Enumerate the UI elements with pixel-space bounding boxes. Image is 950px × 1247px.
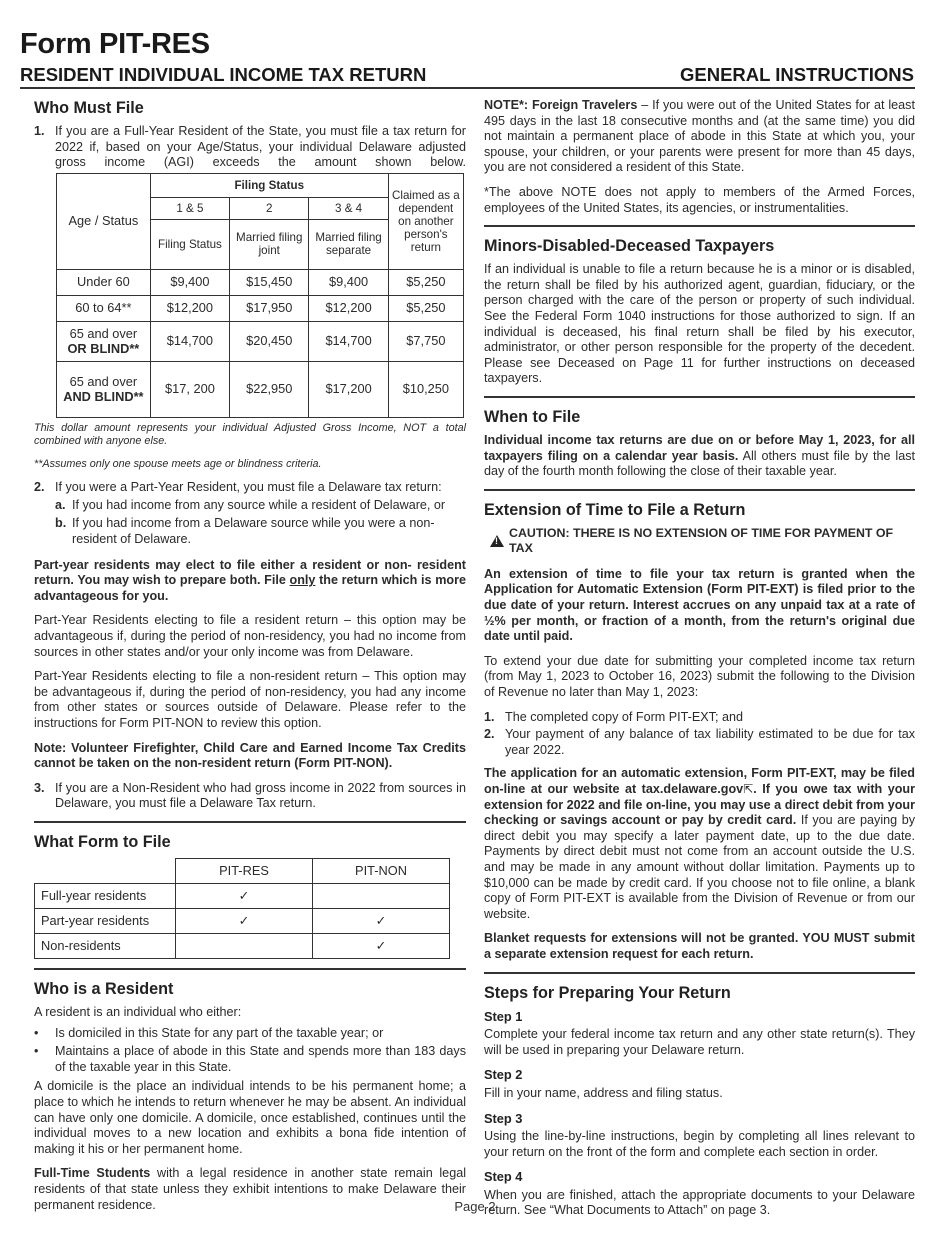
warning-icon xyxy=(490,535,504,547)
pit-res-header: PIT-RES xyxy=(176,858,313,883)
section-rule xyxy=(34,968,466,970)
row-cell: $22,950 xyxy=(230,361,309,417)
table-row xyxy=(35,933,450,958)
step-text: Fill in your name, address and filing status. xyxy=(484,1085,723,1100)
row-label: Under 60 xyxy=(57,269,151,295)
part-year-resident-option: Part-Year Residents electing to file a resident return – this option may be advantageous if, during the period of non-residency, you had no income from sources in other states and/or your only income was from Delaware. xyxy=(34,613,466,659)
who-resident-heading: Who is a Resident xyxy=(34,979,174,998)
table-row xyxy=(35,908,450,933)
section-title: GENERAL INSTRUCTIONS xyxy=(679,64,914,85)
row-cell xyxy=(176,933,313,958)
online-extension-text: The application for an automatic extension, Form PIT-EXT, may be filed on-line at our website at tax.delaware.gov⇱. If you owe tax with your extension for 2022 and file on-line, you may use a direct debit from your checking or savings account or pay by credit card. If you are paying by direct debit you may specify a later payment date, up to the due date. Payments by direct debit must not come from an account outside the U.S. and may be made in any amount without dollar limitation. Payments up to $10,000 can be made by credit card. If you choose not to file online, a blank copy of Form PIT-EXT is available from the Division of Revenue or from our website. xyxy=(484,766,915,921)
caution-banner xyxy=(484,526,915,557)
age-status-header: Age / Status xyxy=(57,173,151,269)
item-number: 1. xyxy=(484,709,495,724)
list-item xyxy=(34,1026,466,1042)
right-column xyxy=(484,98,915,1228)
check-icon: ✓ xyxy=(313,933,450,958)
row-cell: $5,250 xyxy=(388,295,463,321)
agi-note: This dollar amount represents your individual Adjusted Gross Income, NOT a total combined with anyone else. xyxy=(34,421,466,448)
armed-forces-note: *The above NOTE does not apply to members of the Armed Forces, employees of the United States, its agencies, or instrumentalities. xyxy=(484,184,915,215)
age-note: **Assumes only one spouse meets age or blindness criteria. xyxy=(34,457,322,470)
when-file-text: Individual income tax returns are due on or before May 1, 2023, for all taxpayers filing on a calendar year basis. All others must file by the last day of the fourth month following the close of their taxable year. xyxy=(484,432,915,479)
section-rule xyxy=(484,396,915,398)
row-label: Full-year residents xyxy=(35,883,176,908)
check-icon: ✓ xyxy=(176,908,313,933)
row-cell: $5,250 xyxy=(388,269,463,295)
table-row xyxy=(35,883,450,908)
table-row xyxy=(57,361,464,417)
row-cell: $9,400 xyxy=(309,269,388,295)
row-cell: $17,200 xyxy=(309,361,388,417)
item-2a xyxy=(55,498,466,514)
item-number: 1. xyxy=(34,124,45,138)
col-label-1: Filing Status xyxy=(150,219,229,269)
extension-instructions: To extend your due date for submitting your completed income tax return (from May 1, 2023 to October 16, 2023) submit the following to the Division of Revenue no later than May 1, 2023: xyxy=(484,653,915,700)
row-cell: $14,700 xyxy=(309,321,388,361)
what-form-table xyxy=(34,858,450,959)
row-label: Part-year residents xyxy=(35,908,176,933)
row-label: 65 and over OR BLIND** xyxy=(57,321,151,361)
step-text: Using the line-by-line instructions, begin by completing all lines relevant to your return on the front of the form and complete each section in order. xyxy=(484,1129,915,1159)
form-subtitle: RESIDENT INDIVIDUAL INCOME TAX RETURN xyxy=(20,64,427,85)
extension-item-2 xyxy=(484,727,915,758)
cursor-icon: ⇱ xyxy=(743,782,754,796)
who-must-file-item-3 xyxy=(34,781,466,812)
row-cell: $9,400 xyxy=(150,269,229,295)
item-number: 3. xyxy=(34,780,45,795)
extension-heading: Extension of Time to File a Return xyxy=(484,500,746,519)
blank-cell xyxy=(35,858,176,883)
agi-threshold-table xyxy=(56,173,464,418)
row-cell: $12,200 xyxy=(309,295,388,321)
col-code-2: 2 xyxy=(230,197,309,219)
col-label-2: Married filing joint xyxy=(230,219,309,269)
section-rule xyxy=(484,225,915,227)
students-text: Full-Time Students with a legal residence in another state remain legal residents of that state unless they exhibit intentions to make Delaware their permanent residence. xyxy=(34,1166,466,1212)
extension-granted-text: An extension of time to file your tax return is granted when the Application for Automatic Extension (Form PIT-EXT) is filed prior to the due date of your return. Interest accrues on any unpaid tax at a rate of ½% per month, or fraction of a month, from the return's original due date until paid. xyxy=(484,566,915,644)
item-text: Your payment of any balance of tax liability estimated to be due for tax year 2022. xyxy=(505,727,915,757)
minors-text: If an individual is unable to file a return because he is a minor or is disabled, the return shall be filed by his authorized agent, guardian, fiduciary, or the person charged with the care of the person or property of such individual. See the Federal Form 1040 instructions for those authorized to sign. If an individual is deceased, his final return shall be filed by his executor, administrator, or other person responsible for the property of the decedent. Please see Deceased on Page 11 for further instructions on deceased taxpayers. xyxy=(484,262,915,386)
step-title: Step 3 xyxy=(484,1110,523,1126)
filing-status-header: Filing Status xyxy=(150,173,388,197)
step-title: Step 2 xyxy=(484,1067,523,1083)
foreign-travelers-note: NOTE*: Foreign Travelers – If you were out of the United States for at least 495 days in the last 18 consecutive months and (at the same time) you did not maintain a permanent place of abode in this State at which you, your spouse, your children, or your parents were present for more than 45 days, you are not considered a resident of this State. xyxy=(484,98,915,175)
item-number: 2. xyxy=(484,727,495,742)
extension-item-1 xyxy=(484,710,915,726)
minors-heading: Minors-Disabled-Deceased Taxpayers xyxy=(484,237,775,256)
col-label-3: Married filing separate xyxy=(309,219,388,269)
left-column xyxy=(34,98,466,1222)
step-title: Step 1 xyxy=(484,1008,523,1024)
item-number: 2. xyxy=(34,480,45,495)
step-text: When you are finished, attach the appropriate documents to your Delaware return. See “What Documents to Attach” on page 3. xyxy=(484,1187,915,1218)
row-cell: $17,950 xyxy=(230,295,309,321)
what-form-heading: What Form to File xyxy=(34,832,171,851)
row-cell: $20,450 xyxy=(230,321,309,361)
table-row xyxy=(57,321,464,361)
form-title: Form PIT-RES xyxy=(20,28,210,60)
row-cell: $15,450 xyxy=(230,269,309,295)
steps-heading: Steps for Preparing Your Return xyxy=(484,983,731,1002)
website-link[interactable]: tax.delaware.gov xyxy=(641,782,744,796)
item-letter: a. xyxy=(55,497,66,512)
item-text: The completed copy of Form PIT-EXT; and xyxy=(505,709,743,724)
row-cell: $12,200 xyxy=(150,295,229,321)
who-must-file-item-2 xyxy=(34,480,466,496)
item-text: Maintains a place of abode in this State and spends more than 183 days of the taxable year in this State. xyxy=(55,1044,466,1074)
row-label: 60 to 64** xyxy=(57,295,151,321)
step-title: Step 4 xyxy=(484,1169,523,1185)
who-must-file-item-1 xyxy=(34,124,466,171)
check-icon: ✓ xyxy=(313,908,450,933)
who-must-file-heading: Who Must File xyxy=(34,99,144,117)
item-text: If you were a Part-Year Resident, you must file a Delaware tax return: xyxy=(55,480,442,495)
section-rule xyxy=(34,821,466,823)
item-text: If you are a Non-Resident who had gross income in 2022 from sources in Delaware, you must file a Delaware Tax return. xyxy=(55,780,466,811)
col-code-1: 1 & 5 xyxy=(150,197,229,219)
part-year-nonresident-option: Part-Year Residents electing to file a non-resident return – This option may be advantageous if, during the period of non-residency, you had any income from other states or sources outside of Delaware. Please refer to the instructions for Form PIT-NON to review this option. xyxy=(34,669,466,730)
check-icon: ✓ xyxy=(176,883,313,908)
bullet-icon: • xyxy=(34,1044,39,1059)
header-rule xyxy=(20,87,915,89)
item-text: If you had income from any source while a resident of Delaware, or xyxy=(72,497,446,512)
caution-text: CAUTION: THERE IS NO EXTENSION OF TIME FOR PAYMENT OF TAX xyxy=(509,525,894,556)
step-text: Complete your federal income tax return and any other state return(s). They will be used in preparing your Delaware return. xyxy=(484,1027,915,1057)
row-cell: $14,700 xyxy=(150,321,229,361)
item-letter: b. xyxy=(55,516,67,531)
credits-note: Note: Volunteer Firefighter, Child Care and Earned Income Tax Credits cannot be taken on the non-resident return (Form PIT-NON). xyxy=(34,740,466,771)
table-row xyxy=(57,269,464,295)
claimed-dependent-header: Claimed as a dependent on another person's return xyxy=(388,173,463,269)
part-year-election: Part-year residents may elect to file either a resident or non- resident return. You may wish to prepare both. File only the return which is more advantageous for you. xyxy=(34,557,466,603)
row-cell xyxy=(313,883,450,908)
bullet-icon: • xyxy=(34,1025,39,1040)
row-cell: $7,750 xyxy=(388,321,463,361)
item-2b xyxy=(55,516,466,547)
section-rule xyxy=(484,972,915,974)
row-label: 65 and over AND BLIND** xyxy=(57,361,151,417)
row-cell: $10,250 xyxy=(388,361,463,417)
item-text: If you are a Full-Year Resident of the State, you must file a tax return for 2022 if, based on your Age/Status, your individual Delaware adjusted gross income (AGI) exceeds the amount shown below. xyxy=(55,124,466,170)
page-number: Page 2 xyxy=(454,1199,496,1214)
blanket-requests-text: Blanket requests for extensions will not be granted. YOU MUST submit a separate extension request for each return. xyxy=(484,931,915,961)
section-rule xyxy=(484,489,915,491)
item-text: Is domiciled in this State for any part of the taxable year; or xyxy=(55,1025,384,1040)
resident-intro: A resident is an individual who either: xyxy=(34,1004,242,1019)
domicile-text: A domicile is the place an individual intends to be his permanent home; a place to which he intends to return whenever he may be absent. An individual can have only one domicile. A domicile, once established, continues until the individual moves to a new location and exhibits a bona fide intention of making it his or her permanent home. xyxy=(34,1079,466,1156)
col-code-3: 3 & 4 xyxy=(309,197,388,219)
row-label: Non-residents xyxy=(35,933,176,958)
list-item xyxy=(34,1044,466,1075)
row-cell: $17, 200 xyxy=(150,361,229,417)
pit-non-header: PIT-NON xyxy=(313,858,450,883)
table-row xyxy=(57,295,464,321)
when-file-heading: When to File xyxy=(484,407,581,426)
item-text: If you had income from a Delaware source while you were a non-resident of Delaware. xyxy=(72,516,435,547)
